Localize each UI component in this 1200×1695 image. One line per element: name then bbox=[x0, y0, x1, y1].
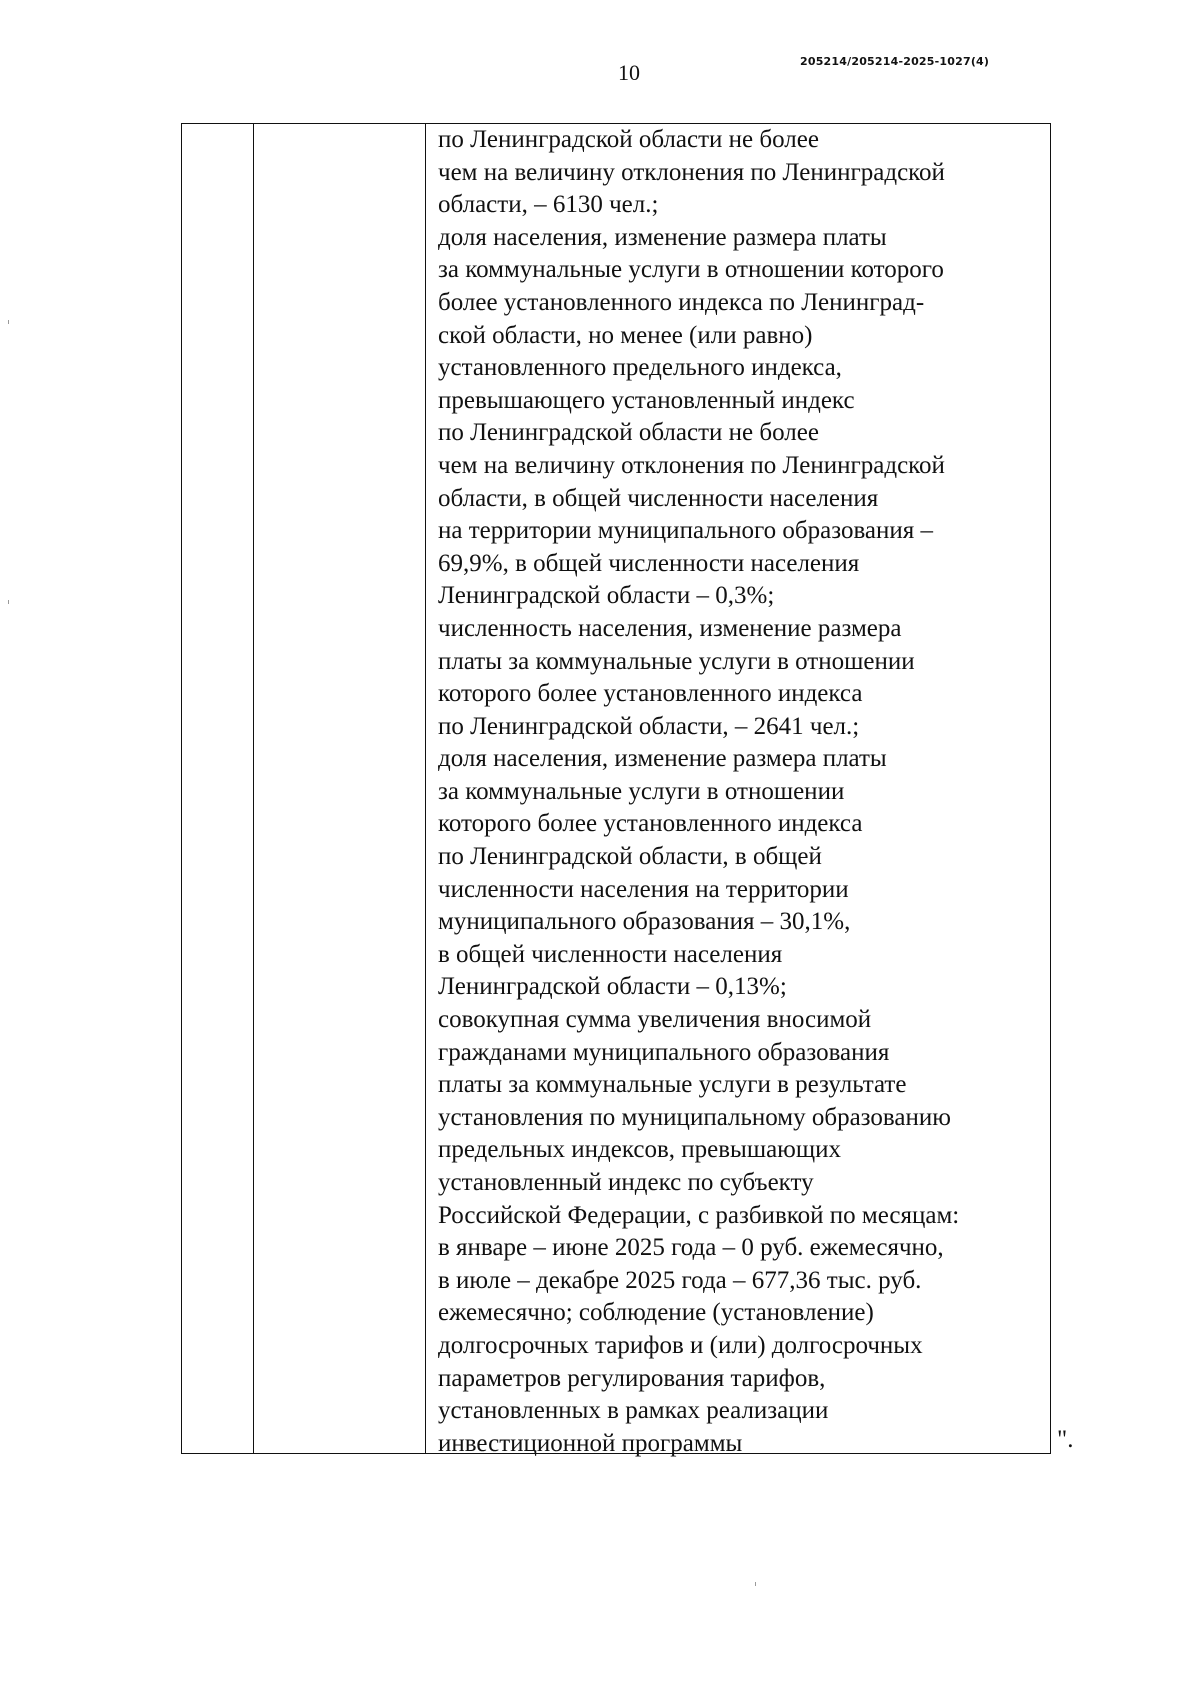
text-line: по Ленинградской области не более bbox=[438, 126, 819, 153]
document-table bbox=[181, 123, 1051, 1457]
text-line: установленный индекс по субъекту bbox=[438, 1169, 814, 1196]
text-line: инвестиционной программы bbox=[438, 1429, 743, 1457]
text-line: установленного предельного индекса, bbox=[438, 354, 842, 382]
text-line: за коммунальные услуги в отношении bbox=[438, 777, 845, 805]
text-line: за коммунальные услуги в отношении которого bbox=[438, 256, 944, 284]
scan-speck bbox=[8, 320, 9, 324]
text-line: области, – 6130 чел.; bbox=[438, 191, 659, 219]
text-line: ской области, но менее (или равно) bbox=[438, 321, 813, 349]
text-line: в январе – июне 2025 года – 0 руб. ежемесячно, bbox=[438, 1234, 944, 1262]
text-line: Ленинградской области – 0,3%; bbox=[438, 582, 775, 610]
text-line: на территории муниципального образования – bbox=[438, 517, 934, 545]
text-line: которого более установленного индекса bbox=[438, 810, 863, 838]
text-line: которого более установленного индекса bbox=[438, 680, 863, 708]
document-code: 205214/205214-2025-1027(4) bbox=[800, 55, 990, 68]
text-line: предельных индексов, превышающих bbox=[438, 1136, 841, 1164]
text-line: Ленинградской области – 0,13%; bbox=[438, 973, 787, 1001]
scan-speck bbox=[8, 600, 9, 604]
text-line: доля населения, изменение размера платы bbox=[438, 223, 887, 251]
closing-quote: ". bbox=[1057, 1426, 1074, 1453]
page-number: 10 bbox=[618, 60, 640, 85]
text-line: по Ленинградской области, в общей bbox=[438, 843, 822, 871]
text-line: установления по муниципальному образованию bbox=[438, 1103, 951, 1131]
text-line: платы за коммунальные услуги в отношении bbox=[438, 647, 915, 675]
text-line: установленных в рамках реализации bbox=[438, 1397, 829, 1425]
text-line: совокупная сумма увеличения вносимой bbox=[438, 1006, 872, 1034]
text-line: параметров регулирования тарифов, bbox=[438, 1364, 826, 1392]
text-line: чем на величину отклонения по Ленинградской bbox=[438, 451, 945, 479]
text-line: чем на величину отклонения по Ленинградской bbox=[438, 158, 945, 186]
column-divider-1 bbox=[253, 124, 254, 1453]
table-cell-text bbox=[438, 124, 1038, 1460]
text-line: гражданами муниципального образования bbox=[438, 1038, 890, 1066]
text-line: области, в общей численности населения bbox=[438, 484, 879, 512]
text-line: в общей численности населения bbox=[438, 940, 783, 968]
text-line: превышающего установленный индекс bbox=[438, 386, 855, 414]
text-line: численности населения на территории bbox=[438, 875, 849, 903]
text-line: долгосрочных тарифов и (или) долгосрочных bbox=[438, 1331, 923, 1359]
scan-speck bbox=[755, 1582, 756, 1586]
text-line: доля населения, изменение размера платы bbox=[438, 745, 887, 773]
text-line: Российской Федерации, с разбивкой по месяцам: bbox=[438, 1201, 960, 1229]
text-line: муниципального образования – 30,1%, bbox=[438, 908, 851, 936]
text-line: численность населения, изменение размера bbox=[438, 614, 902, 642]
text-line: платы за коммунальные услуги в результате bbox=[438, 1071, 907, 1099]
text-line: по Ленинградской области не более bbox=[438, 419, 819, 447]
text-line: 69,9%, в общей численности населения bbox=[438, 549, 860, 577]
column-divider-2 bbox=[425, 124, 426, 1453]
text-line: в июле – декабре 2025 года – 677,36 тыс. руб. bbox=[438, 1266, 922, 1294]
text-line: по Ленинградской области, – 2641 чел.; bbox=[438, 712, 860, 740]
text-line: ежемесячно; соблюдение (установление) bbox=[438, 1299, 874, 1327]
text-line: более установленного индекса по Ленинград- bbox=[438, 288, 925, 316]
